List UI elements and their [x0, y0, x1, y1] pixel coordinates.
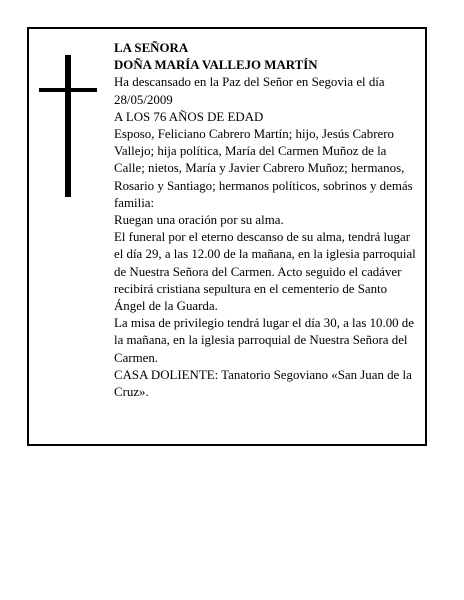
cross-horizontal-bar — [39, 88, 97, 92]
death-notice: Ha descansado en la Paz del Señor en Segovia el día 28/05/2009 — [114, 75, 385, 107]
age-line: A LOS 76 AÑOS DE EDAD — [114, 109, 264, 124]
mass-details: La misa de privilegio tendrá lugar el día 30, a las 10.00 de la mañana, en la iglesia parroquial de Nuestra Señora del Carmen. — [114, 316, 414, 365]
mourning-house: CASA DOLIENTE: Tanatorio Segoviano «San Juan de la Cruz». — [114, 367, 412, 400]
notice-text — [114, 40, 420, 401]
cross-icon — [39, 55, 97, 197]
deceased-name: DOÑA MARÍA VALLEJO MARTÍN — [114, 58, 318, 73]
funeral-details: El funeral por el eterno descanso de su alma, tendrá lugar el día 29, a las 12.00 de la mañana, en la iglesia parroquial de Nuestra Señora del Carmen. Acto seguido el cadáver recibirá cristiana sepultura en el cementerio de Santo Ángel de la Guarda. — [114, 230, 416, 314]
prayer-request: Ruegan una oración por su alma. — [114, 213, 284, 228]
family-list: Esposo, Feliciano Cabrero Martín; hijo, Jesús Cabrero Vallejo; hija política, María del Carmen Muñoz de la Calle; nietos, María y Javier Cabrero Muñoz; hermanos, Rosario y Santiago; hermanos políticos, sobrinos y demás familia: — [114, 127, 413, 210]
notice-heading: LA SEÑORA — [114, 41, 189, 55]
cross-vertical-bar — [65, 55, 71, 197]
